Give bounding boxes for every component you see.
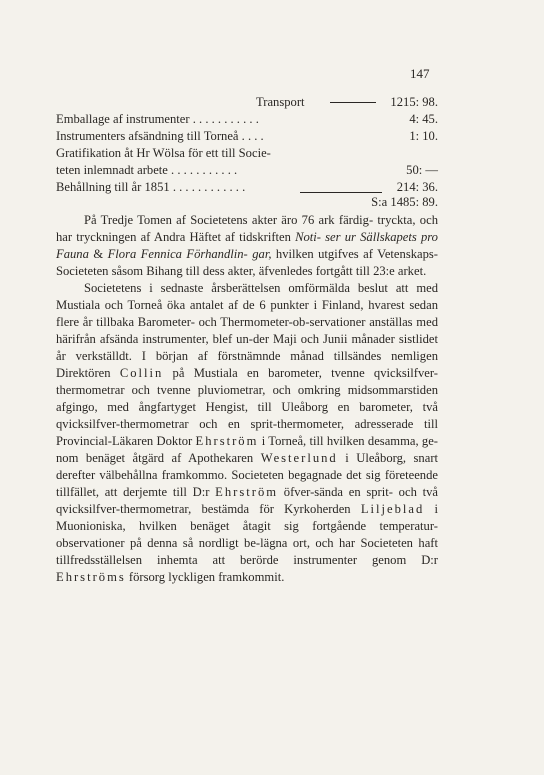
p2-text: i Torneå, till hvilken desamma, ge-nom benäget åtgärd af Apothekaren — [56, 434, 439, 465]
account-label: Gratifikation åt Hr Wölsa för ett till Socie- — [56, 146, 271, 160]
person-name: Westerlund — [260, 451, 338, 465]
p2-text: försorg lyckligen framkommit. — [125, 570, 285, 584]
p2-text: öfver-sända en sprit- och två qvicksilfver-thermometrar, bestämda för Kyrkoherden — [56, 485, 438, 516]
account-label: Emballage af instrumenter . . . . . . . . . . . — [56, 112, 259, 126]
transport-dash — [330, 102, 376, 103]
account-value: 1215: 98. — [390, 95, 438, 109]
account-label: Instrumenters afsändning till Torneå . . . . — [56, 129, 264, 143]
person-name: Liljeblad — [360, 502, 425, 516]
account-sum: S:a 1485: 89. — [371, 195, 438, 209]
account-value: 1: 10. — [409, 129, 438, 143]
p1-text: På Tredje Tomen af Societetens akter äro 76 ark färdig- — [84, 213, 374, 227]
p2-text: i Muonioniska, hvilken benäget åtagit sig fortgående temperatur-observationer på denna så nordligt be-lägna ort, och har Societeten haft tillfredsställelsen inhemta att berörde instrumenter genom D:r — [56, 502, 438, 567]
account-value: 50: — — [406, 163, 438, 177]
p2-text: Societetens i sednaste årsberättelsen omförmälda beslut att med Mustiala och Torneå öka antalet af de 6 punkter i Finland, hvarest sedan flere år tillbaka Barometer- och Thermometer-ob-servationer anställas med härifrån afsända instrumenter, blef un-der Maji och Junii månader sistlidet år verkställdt. I början af förstnämnde månad tillsändes nemligen Direktören — [56, 281, 438, 380]
paragraph-2 — [56, 280, 438, 586]
p1-title: ser ur Sällskapets pro Fauna — [56, 230, 438, 261]
p1-text: dess akter, äfvenledes fortgått till 23:e arket. — [202, 264, 427, 278]
account-label: teten inlemnadt arbete . . . . . . . . . . . — [56, 163, 238, 177]
account-value: 214: 36. — [396, 180, 438, 194]
p2-text: i Uleåborg, snart derefter välbehållna framkommo. Societeten begagnade det sig företeende tillfället, att derjemte till D:r — [56, 451, 439, 499]
account-label: Transport — [256, 95, 305, 109]
p1-text: tryckta, och har tryckningen af Andra Häftet af tidskriften — [56, 213, 438, 244]
p2-text: på Mustiala en barometer, tvenne qvicksilfver-thermometrar och tvenne pluviometrar, och omkring midsommarstiden afgingo, med ångfartyget Hengist, till Uleåborg en barometer, två qvicksilfver-thermometrar och en sprit-thermometer, adresserade till Provincial-Läkaren Doktor — [56, 366, 439, 448]
person-name: Ehrström — [215, 485, 279, 499]
account-row — [56, 128, 438, 145]
p1-text: hvilken utgifves af Vetenskaps-Societeten såsom Bihang till — [56, 247, 438, 278]
account-row — [56, 111, 438, 128]
sum-rule — [300, 192, 382, 193]
accounts-table — [56, 94, 438, 196]
person-name: Ehrström — [195, 434, 259, 448]
page-number: 147 — [410, 66, 430, 81]
account-label: Behållning till år 1851 . . . . . . . . . . . . — [56, 180, 246, 194]
account-value: 4: 45. — [409, 112, 438, 126]
body-text — [56, 212, 438, 586]
person-name: Collin — [119, 366, 164, 380]
p1-title: gar, — [252, 247, 272, 261]
paragraph-1 — [56, 212, 438, 280]
account-row — [56, 145, 438, 162]
p1-text: & — [88, 247, 108, 261]
account-row-transport — [56, 94, 438, 111]
p1-title: Flora Fennica Förhandlin- — [107, 247, 248, 261]
p1-title: Noti- — [295, 230, 321, 244]
account-row — [56, 179, 438, 196]
account-row — [56, 162, 438, 179]
person-name: Ehrströms — [56, 570, 126, 584]
